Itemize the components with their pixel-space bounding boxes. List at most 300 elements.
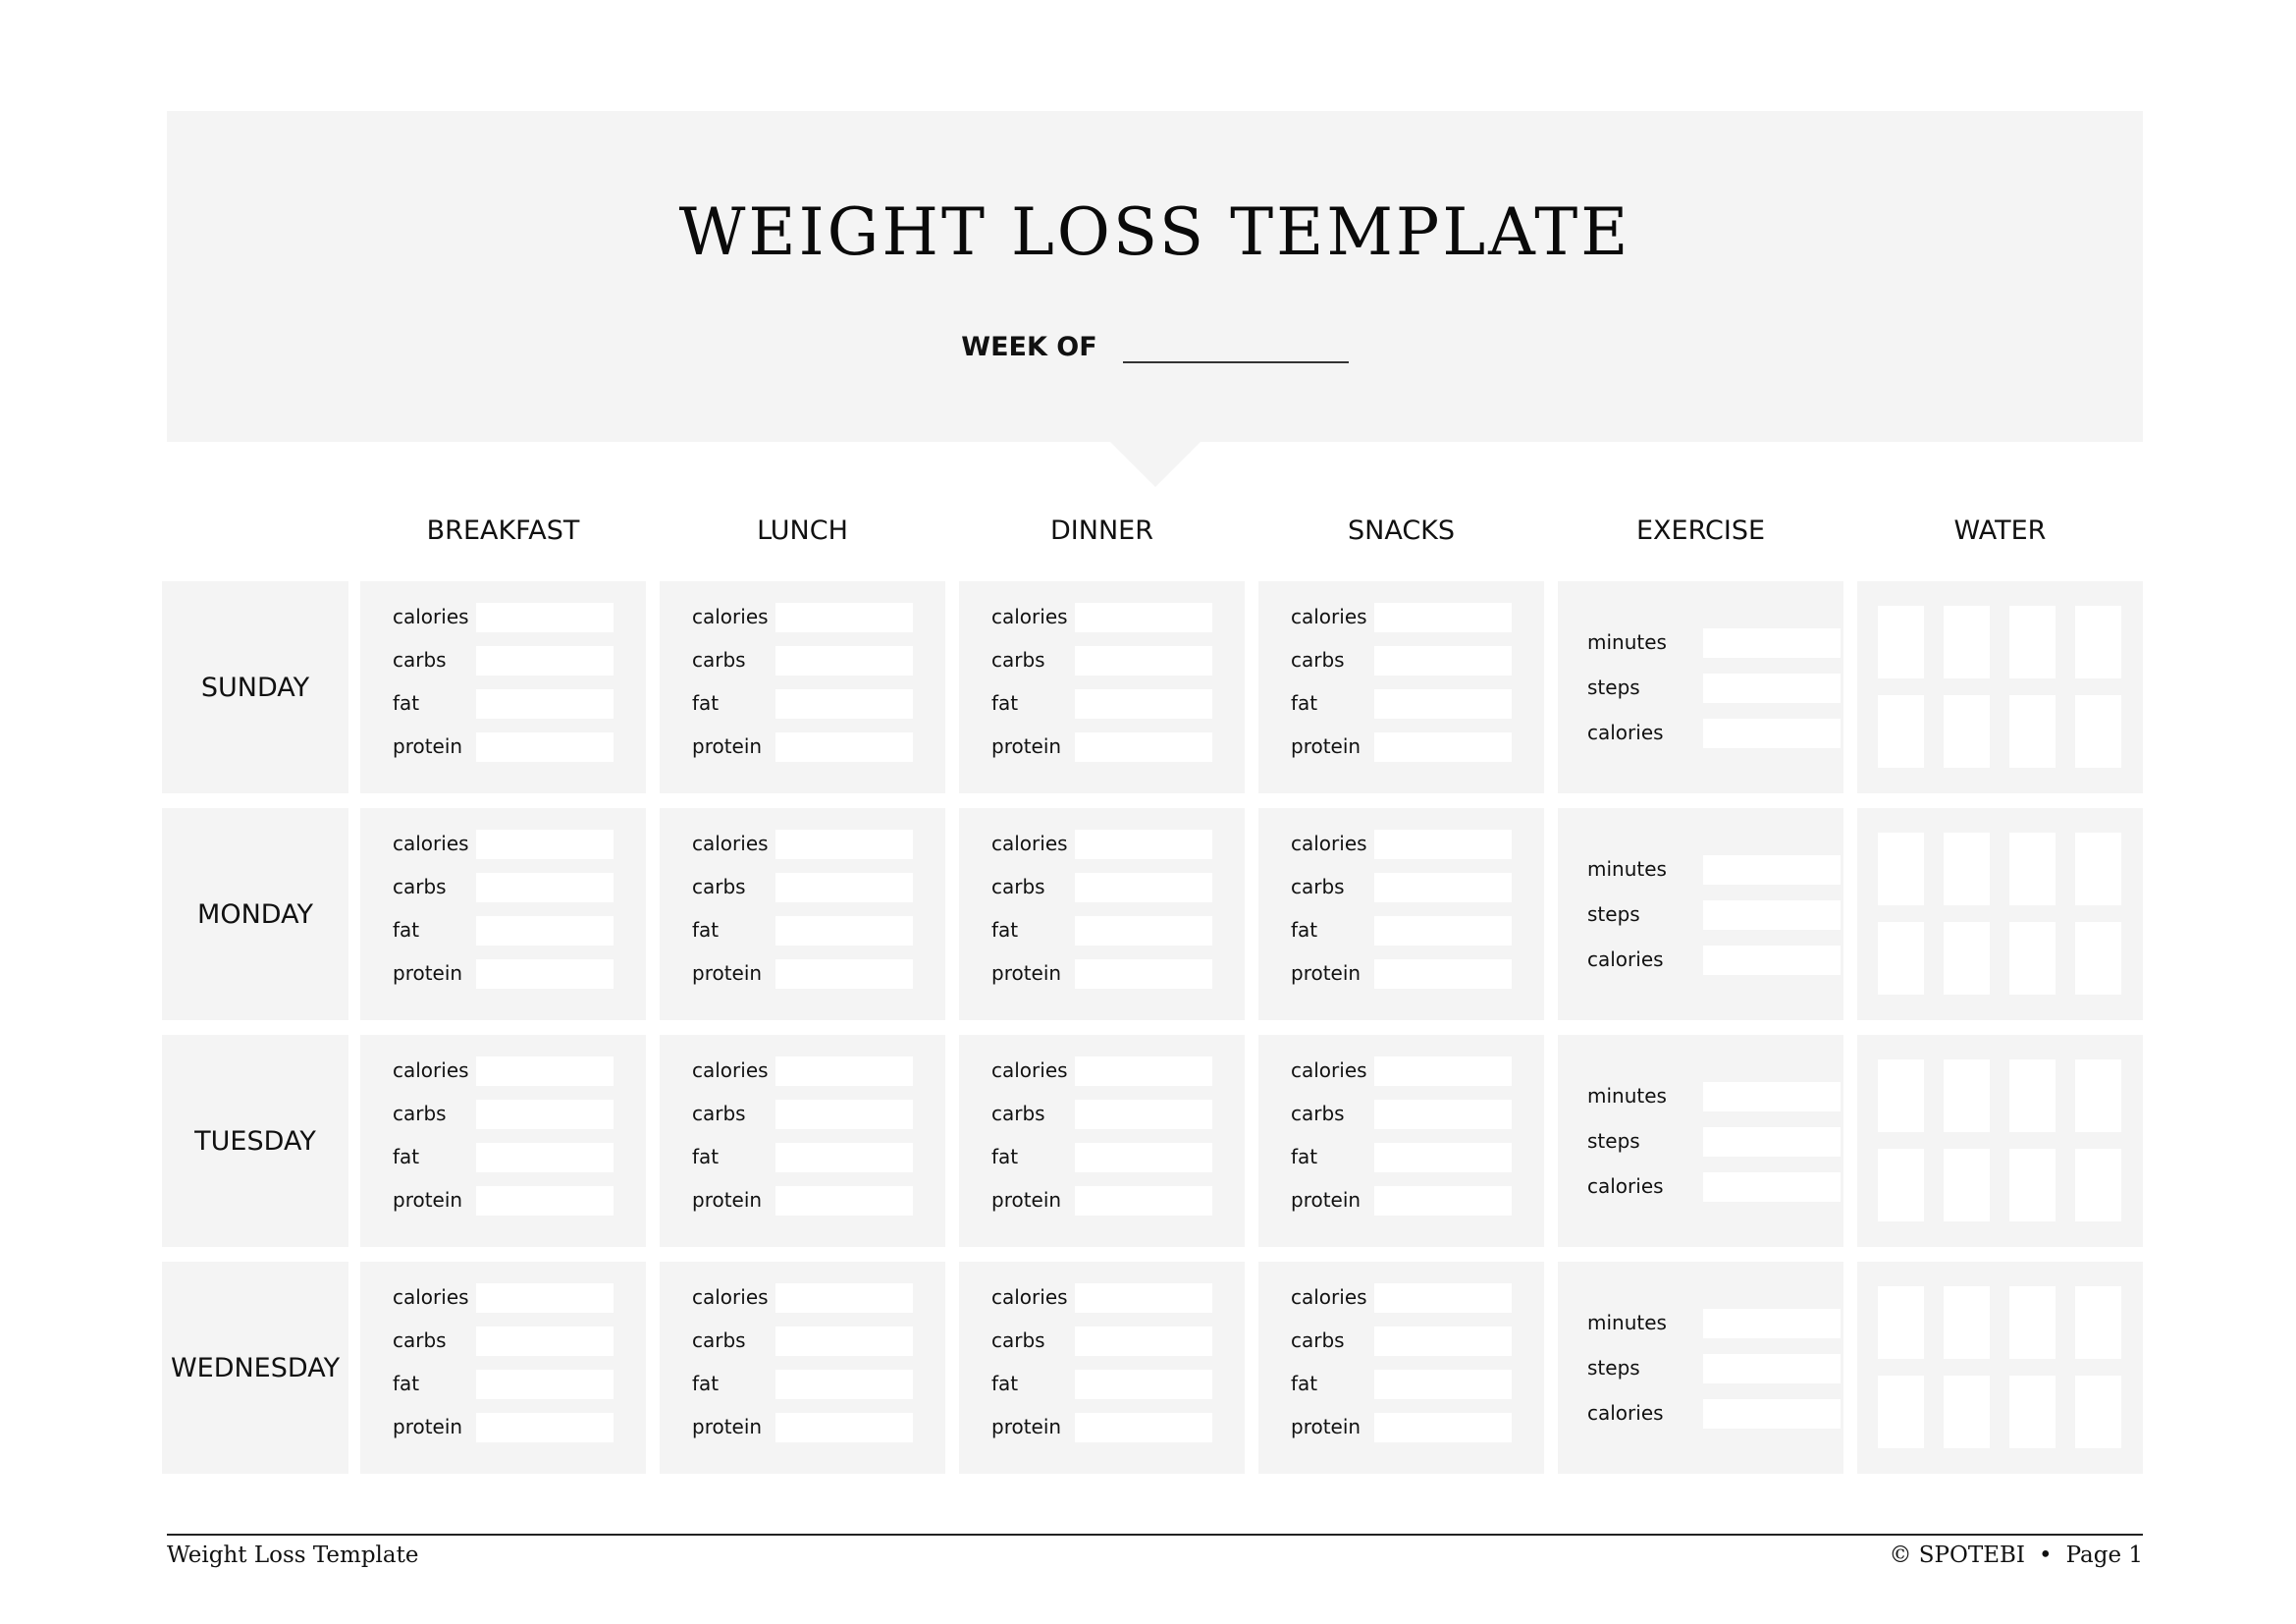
protein-field[interactable] [775,732,913,762]
calories-field[interactable] [476,830,614,859]
fat-field[interactable] [476,689,614,719]
water-glass-box[interactable] [2009,606,2056,678]
nutrient-row [692,689,928,719]
nutrient-label: carbs [393,1328,447,1352]
day-label-tuesday: TUESDAY [162,1035,348,1247]
nutrient-label: carbs [991,875,1045,898]
nutrient-row [393,732,628,762]
nutrient-row [991,959,1227,989]
nutrient-label: protein [692,734,763,758]
exercise-label: calories [1587,947,1664,971]
nutrient-label: fat [692,1145,720,1168]
exercise-calories-field[interactable] [1703,1399,1841,1429]
nutrient-label: fat [1291,918,1318,942]
protein-field[interactable] [1374,1413,1512,1442]
nutrient-row [393,1100,628,1129]
nutrient-row [692,1413,928,1442]
sunday-snacks-cell [1258,581,1544,793]
wednesday-snacks-cell [1258,1262,1544,1474]
nutrient-label: calories [1291,832,1367,855]
nutrient-label: fat [692,1372,720,1395]
water-glass-box[interactable] [1944,1059,1990,1132]
calories-field[interactable] [775,1283,913,1313]
nutrient-row [1291,959,1526,989]
nutrient-row [692,603,928,632]
protein-field[interactable] [1075,732,1212,762]
water-glass-box[interactable] [1944,606,1990,678]
nutrient-row [991,1283,1227,1313]
calories-field[interactable] [1075,1283,1212,1313]
exercise-steps-field[interactable] [1703,900,1841,930]
nutrient-label: fat [692,918,720,942]
water-glass-box[interactable] [2009,1286,2056,1359]
nutrient-label: calories [1291,1058,1367,1082]
calories-field[interactable] [775,603,913,632]
water-glass-box[interactable] [2009,922,2056,995]
nutrient-row [1291,1186,1526,1216]
nutrient-label: fat [1291,1372,1318,1395]
water-glass-box[interactable] [1878,1149,1924,1221]
water-glass-box[interactable] [2075,833,2121,905]
nutrient-row [393,1186,628,1216]
exercise-row [1587,1082,1823,1111]
fat-field[interactable] [1075,916,1212,946]
column-header-breakfast: BREAKFAST [426,515,580,546]
nutrient-row [692,1186,928,1216]
water-glass-box[interactable] [1944,1376,1990,1448]
protein-field[interactable] [1374,732,1512,762]
carbs-field[interactable] [775,1326,913,1356]
nutrient-label: carbs [1291,875,1345,898]
exercise-label: steps [1587,1129,1640,1153]
nutrient-row [991,1326,1227,1356]
nutrient-label: fat [1291,691,1318,715]
nutrient-label: calories [1291,1285,1367,1309]
exercise-label: minutes [1587,1311,1667,1334]
calories-field[interactable] [1374,603,1512,632]
nutrient-label: calories [692,605,769,628]
exercise-steps-field[interactable] [1703,1127,1841,1157]
nutrient-label: carbs [692,648,746,672]
monday-dinner-cell [959,808,1245,1020]
nutrient-row [692,830,928,859]
exercise-row [1587,855,1823,885]
header-pointer [1110,442,1201,487]
day-label-wednesday: WEDNESDAY [162,1262,348,1474]
exercise-label: minutes [1587,857,1667,881]
nutrient-row [991,1143,1227,1172]
fat-field[interactable] [775,689,913,719]
fat-field[interactable] [1075,1143,1212,1172]
fat-field[interactable] [1374,1370,1512,1399]
exercise-calories-field[interactable] [1703,946,1841,975]
carbs-field[interactable] [1374,1326,1512,1356]
calories-field[interactable] [1374,830,1512,859]
monday-lunch-cell [660,808,945,1020]
wednesday-lunch-cell [660,1262,945,1474]
nutrient-row [1291,830,1526,859]
water-glass-box[interactable] [2075,695,2121,768]
exercise-row [1587,946,1823,975]
fat-field[interactable] [1075,1370,1212,1399]
nutrient-row [1291,873,1526,902]
nutrient-label: protein [393,961,463,985]
exercise-steps-field[interactable] [1703,1354,1841,1383]
nutrient-label: calories [991,1285,1068,1309]
nutrient-row [692,1283,928,1313]
nutrient-label: carbs [692,1102,746,1125]
calories-field[interactable] [1374,1283,1512,1313]
carbs-field[interactable] [1374,873,1512,902]
water-glass-box[interactable] [1878,1286,1924,1359]
nutrient-label: calories [393,1285,469,1309]
nutrient-label: protein [991,1415,1062,1438]
nutrient-label: carbs [1291,1102,1345,1125]
nutrient-row [692,1326,928,1356]
nutrient-label: protein [1291,734,1362,758]
nutrient-label: protein [1291,961,1362,985]
nutrient-label: carbs [991,648,1045,672]
carbs-field[interactable] [775,646,913,676]
nutrient-row [991,873,1227,902]
nutrient-label: fat [991,918,1019,942]
nutrient-label: protein [991,734,1062,758]
exercise-steps-field[interactable] [1703,674,1841,703]
exercise-minutes-field[interactable] [1703,1082,1841,1111]
carbs-field[interactable] [1075,1100,1212,1129]
nutrient-row [692,1100,928,1129]
tuesday-snacks-cell [1258,1035,1544,1247]
column-header-snacks: SNACKS [1347,515,1456,546]
exercise-label: calories [1587,1401,1664,1425]
column-header-lunch: LUNCH [757,515,848,546]
carbs-field[interactable] [476,1326,614,1356]
nutrient-label: fat [393,1372,420,1395]
carbs-field[interactable] [1374,646,1512,676]
exercise-row [1587,628,1823,658]
tuesday-exercise-cell [1558,1035,1843,1247]
nutrient-label: calories [692,1058,769,1082]
nutrient-row [1291,1326,1526,1356]
exercise-row [1587,900,1823,930]
exercise-label: steps [1587,902,1640,926]
nutrient-label: protein [393,1415,463,1438]
nutrient-row [393,1056,628,1086]
carbs-field[interactable] [1374,1100,1512,1129]
day-label-monday: MONDAY [162,808,348,1020]
nutrient-label: protein [393,734,463,758]
calories-field[interactable] [775,830,913,859]
water-glass-box[interactable] [1878,833,1924,905]
footer-right [1889,1543,2143,1568]
nutrient-row [393,830,628,859]
nutrient-label: protein [991,1188,1062,1212]
tuesday-water-cell [1857,1035,2143,1247]
nutrient-row [393,1143,628,1172]
wednesday-dinner-cell [959,1262,1245,1474]
nutrient-label: carbs [1291,648,1345,672]
calories-field[interactable] [1374,1056,1512,1086]
wednesday-breakfast-cell [360,1262,646,1474]
calories-field[interactable] [1075,603,1212,632]
nutrient-row [393,1283,628,1313]
carbs-field[interactable] [1075,646,1212,676]
water-glass-box[interactable] [1944,695,1990,768]
exercise-calories-field[interactable] [1703,719,1841,748]
nutrient-row [991,830,1227,859]
water-glass-box[interactable] [2075,1286,2121,1359]
nutrient-label: fat [393,1145,420,1168]
nutrient-label: carbs [1291,1328,1345,1352]
nutrient-row [692,873,928,902]
water-glass-box[interactable] [1878,1059,1924,1132]
nutrient-label: calories [393,832,469,855]
nutrient-label: fat [393,918,420,942]
protein-field[interactable] [1075,1186,1212,1216]
nutrient-row [1291,916,1526,946]
footer-doc-title: Weight Loss Template [167,1543,419,1568]
exercise-minutes-field[interactable] [1703,628,1841,658]
fat-field[interactable] [1075,689,1212,719]
protein-field[interactable] [775,1413,913,1442]
nutrient-label: calories [692,1285,769,1309]
week-of-input-line[interactable] [1123,344,1349,363]
nutrient-label: carbs [991,1328,1045,1352]
nutrient-label: carbs [991,1102,1045,1125]
nutrient-row [1291,646,1526,676]
fat-field[interactable] [1374,689,1512,719]
nutrient-label: protein [1291,1415,1362,1438]
nutrient-label: carbs [393,875,447,898]
fat-field[interactable] [1374,916,1512,946]
nutrient-label: carbs [393,648,447,672]
nutrient-row [692,1143,928,1172]
nutrient-label: calories [692,832,769,855]
nutrient-label: fat [1291,1145,1318,1168]
nutrient-row [1291,1056,1526,1086]
protein-field[interactable] [1374,1186,1512,1216]
column-header-dinner: DINNER [1050,515,1153,546]
nutrient-row [692,1370,928,1399]
nutrient-row [991,689,1227,719]
nutrient-label: carbs [692,1328,746,1352]
nutrient-row [1291,689,1526,719]
exercise-calories-field[interactable] [1703,1172,1841,1202]
tuesday-dinner-cell [959,1035,1245,1247]
footer-brand: © SPOTEBI [1889,1543,2025,1568]
water-glass-box[interactable] [2075,1149,2121,1221]
nutrient-row [991,1413,1227,1442]
calories-field[interactable] [476,603,614,632]
exercise-label: calories [1587,721,1664,744]
water-glass-box[interactable] [1878,695,1924,768]
calories-field[interactable] [476,1056,614,1086]
nutrient-label: fat [393,691,420,715]
nutrient-label: carbs [393,1102,447,1125]
fat-field[interactable] [1374,1143,1512,1172]
exercise-minutes-field[interactable] [1703,1309,1841,1338]
header-panel [167,111,2143,442]
water-glass-box[interactable] [1878,1376,1924,1448]
exercise-row [1587,1127,1823,1157]
water-glass-box[interactable] [2009,1376,2056,1448]
nutrient-row [1291,1143,1526,1172]
exercise-row [1587,1354,1823,1383]
column-header-exercise: EXERCISE [1635,515,1766,546]
nutrient-label: protein [991,961,1062,985]
sunday-dinner-cell [959,581,1245,793]
nutrient-label: calories [1291,605,1367,628]
nutrient-row [692,959,928,989]
nutrient-row [393,1326,628,1356]
footer-separator: • [2038,1543,2053,1568]
monday-water-cell [1857,808,2143,1020]
sunday-water-cell [1857,581,2143,793]
fat-field[interactable] [775,1143,913,1172]
nutrient-row [393,916,628,946]
calories-field[interactable] [1075,830,1212,859]
carbs-field[interactable] [476,873,614,902]
tuesday-breakfast-cell [360,1035,646,1247]
protein-field[interactable] [476,1413,614,1442]
carbs-field[interactable] [1075,873,1212,902]
wednesday-water-cell [1857,1262,2143,1474]
exercise-row [1587,1172,1823,1202]
water-glass-box[interactable] [2009,695,2056,768]
protein-field[interactable] [1075,959,1212,989]
nutrient-row [393,873,628,902]
water-glass-box[interactable] [2075,1059,2121,1132]
water-glass-box[interactable] [2075,606,2121,678]
nutrient-label: calories [991,605,1068,628]
water-glass-box[interactable] [1878,606,1924,678]
nutrient-row [991,1186,1227,1216]
exercise-label: steps [1587,676,1640,699]
nutrient-row [991,916,1227,946]
exercise-label: minutes [1587,1084,1667,1108]
nutrient-label: protein [393,1188,463,1212]
protein-field[interactable] [476,959,614,989]
day-label-sunday: SUNDAY [162,581,348,793]
nutrient-label: fat [991,1372,1019,1395]
protein-field[interactable] [775,1186,913,1216]
calories-field[interactable] [476,1283,614,1313]
protein-field[interactable] [775,959,913,989]
column-header-water: WATER [1953,515,2047,546]
nutrient-row [692,1056,928,1086]
nutrient-label: carbs [692,875,746,898]
nutrient-row [991,646,1227,676]
calories-field[interactable] [1075,1056,1212,1086]
exercise-label: steps [1587,1356,1640,1380]
week-of-label: WEEK OF [961,332,1097,362]
exercise-row [1587,719,1823,748]
water-glass-box[interactable] [1944,1286,1990,1359]
nutrient-label: fat [991,691,1019,715]
water-glass-box[interactable] [1944,922,1990,995]
fat-field[interactable] [476,1370,614,1399]
exercise-row [1587,1309,1823,1338]
wednesday-exercise-cell [1558,1262,1843,1474]
nutrient-label: protein [692,1415,763,1438]
carbs-field[interactable] [775,873,913,902]
monday-exercise-cell [1558,808,1843,1020]
exercise-row [1587,1399,1823,1429]
protein-field[interactable] [476,1186,614,1216]
nutrient-row [1291,1283,1526,1313]
water-glass-box[interactable] [1878,922,1924,995]
nutrient-row [1291,1370,1526,1399]
sunday-exercise-cell [1558,581,1843,793]
protein-field[interactable] [476,732,614,762]
monday-breakfast-cell [360,808,646,1020]
nutrient-row [393,959,628,989]
protein-field[interactable] [1374,959,1512,989]
water-glass-box[interactable] [1944,833,1990,905]
monday-snacks-cell [1258,808,1544,1020]
week-of-row [167,332,2143,363]
exercise-label: minutes [1587,630,1667,654]
nutrient-row [1291,1413,1526,1442]
nutrient-label: calories [991,1058,1068,1082]
exercise-minutes-field[interactable] [1703,855,1841,885]
nutrient-row [991,1100,1227,1129]
exercise-row [1587,674,1823,703]
nutrient-row [393,1413,628,1442]
nutrient-row [692,646,928,676]
nutrient-row [991,1370,1227,1399]
nutrient-label: protein [692,961,763,985]
water-glass-box[interactable] [2009,833,2056,905]
fat-field[interactable] [476,916,614,946]
fat-field[interactable] [775,1370,913,1399]
water-glass-box[interactable] [1944,1149,1990,1221]
carbs-field[interactable] [775,1100,913,1129]
nutrient-row [991,732,1227,762]
nutrient-row [393,1370,628,1399]
water-glass-box[interactable] [2009,1149,2056,1221]
nutrient-label: protein [1291,1188,1362,1212]
fat-field[interactable] [775,916,913,946]
water-glass-box[interactable] [2075,1376,2121,1448]
sunday-breakfast-cell [360,581,646,793]
fat-field[interactable] [476,1143,614,1172]
nutrient-row [692,732,928,762]
carbs-field[interactable] [476,1100,614,1129]
protein-field[interactable] [1075,1413,1212,1442]
nutrient-label: fat [991,1145,1019,1168]
calories-field[interactable] [775,1056,913,1086]
page-title: WEIGHT LOSS TEMPLATE [678,194,1631,270]
nutrient-row [991,603,1227,632]
nutrient-row [393,689,628,719]
nutrient-label: calories [393,1058,469,1082]
water-glass-box[interactable] [2075,922,2121,995]
footer-page-number: Page 1 [2065,1543,2143,1568]
tuesday-lunch-cell [660,1035,945,1247]
nutrient-row [1291,732,1526,762]
nutrient-row [1291,1100,1526,1129]
carbs-field[interactable] [1075,1326,1212,1356]
nutrient-label: calories [393,605,469,628]
nutrient-label: fat [692,691,720,715]
sunday-lunch-cell [660,581,945,793]
carbs-field[interactable] [476,646,614,676]
exercise-label: calories [1587,1174,1664,1198]
footer-divider [167,1534,2143,1536]
water-glass-box[interactable] [2009,1059,2056,1132]
nutrient-row [393,603,628,632]
